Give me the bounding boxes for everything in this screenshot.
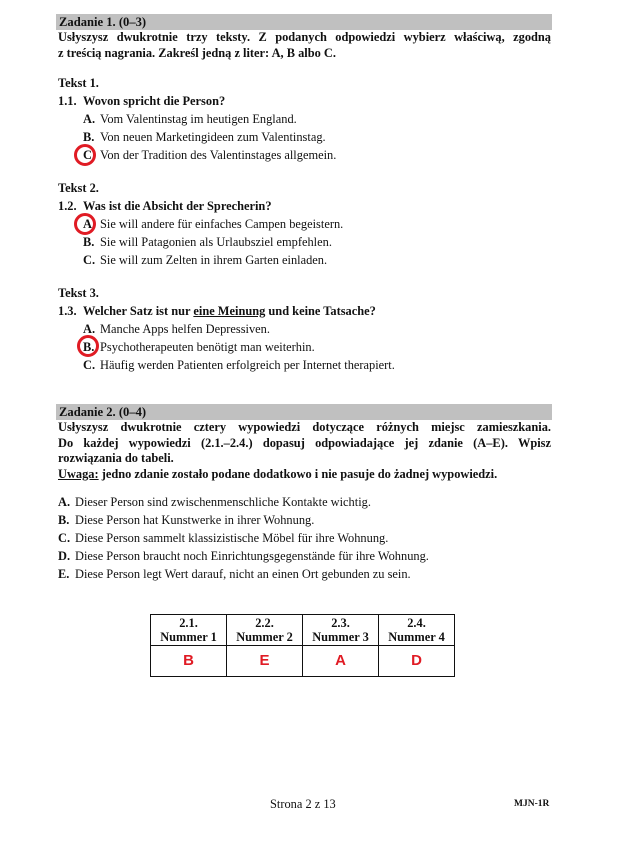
task1-instruction-line: z treścią nagrania. Zakreśl jedną z liter: A, B albo C.: [58, 45, 336, 60]
task2-instruction-line: rozwiązania do tabeli.: [58, 451, 174, 465]
exam-code: MJN-1R: [514, 799, 550, 809]
task1-instruction-line: Usłyszysz dwukrotnie trzy teksty. Z podanych odpowiedzi wybierz właściwą, zgodną: [58, 30, 551, 44]
question-1-3: [58, 303, 376, 319]
statement-e: [58, 566, 411, 582]
header-cell-2-4: [379, 615, 455, 646]
option-1-2-b[interactable]: [83, 234, 332, 250]
statement-c: [58, 530, 388, 546]
statement-letter: B.: [58, 513, 70, 527]
option-text: Von der Tradition des Valentinstages allgemein.: [100, 148, 337, 162]
answer-cell-2-2[interactable]: E: [227, 646, 303, 677]
statement-d: [58, 548, 429, 564]
question-number: 1.2.: [58, 199, 77, 213]
statement-text: Diese Person legt Wert darauf, nicht an einen Ort gebunden zu sein.: [75, 567, 411, 581]
question-text: Wovon spricht die Person?: [83, 94, 226, 108]
answer-cell-2-3[interactable]: A: [303, 646, 379, 677]
question-1-2: [58, 198, 272, 214]
question-number: 1.3.: [58, 304, 77, 318]
option-text: Von neuen Marketingideen zum Valentinstag.: [100, 130, 326, 144]
answer-circle-1-2: [74, 213, 96, 235]
answer-cell-2-4[interactable]: D: [379, 646, 455, 677]
answer-table: [150, 614, 455, 677]
statement-letter: D.: [58, 549, 71, 563]
statement-letter: C.: [58, 531, 71, 545]
option-1-2-c[interactable]: [83, 252, 327, 268]
answer-circle-1-3: [77, 335, 99, 357]
statement-text: Diese Person hat Kunstwerke in ihrer Wohnung.: [75, 513, 315, 527]
page-number: Strona 2 z 13: [270, 797, 336, 811]
option-1-1-b[interactable]: [83, 129, 326, 145]
cell-number: 2.4.: [407, 616, 426, 630]
note-text: jedno zdanie zostało podane dodatkowo i nie pasuje do żadnej wypowiedzi.: [98, 466, 498, 481]
task2-instruction-line: Do każdej wypowiedzi (2.1.–2.4.) dopasuj odpowiadające jej zdanie (A–E). Wpisz: [58, 435, 551, 450]
answer-table-header-row: [151, 615, 455, 646]
option-1-3-a[interactable]: [83, 321, 270, 337]
cell-label: Nummer 1: [160, 630, 217, 644]
option-text: Manche Apps helfen Depressiven.: [100, 322, 270, 336]
option-letter: B.: [83, 340, 95, 354]
option-text: Vom Valentinstag im heutigen England.: [100, 112, 297, 126]
question-text-underlined: eine Meinung: [193, 304, 266, 318]
option-1-1-a[interactable]: [83, 111, 297, 127]
question-1-1: [58, 93, 225, 109]
option-text: Sie will zum Zelten in ihrem Garten einladen.: [100, 253, 328, 267]
statement-text: Diese Person braucht noch Einrichtungsgegenstände für ihre Wohnung.: [75, 549, 429, 563]
statement-letter: A.: [58, 495, 71, 509]
option-letter: B.: [83, 130, 95, 144]
option-text: Häufig werden Patienten erfolgreich per Internet therapiert.: [100, 358, 395, 372]
answer-cell-2-1[interactable]: B: [151, 646, 227, 677]
task2-instruction-line: Usłyszysz dwukrotnie cztery wypowiedzi dotyczące różnych miejsc zamieszkania.: [58, 420, 551, 434]
header-cell-2-2: [227, 615, 303, 646]
task2-note: [58, 467, 551, 483]
question-text-post: und keine Tatsache?: [265, 304, 376, 318]
option-letter: A.: [83, 217, 96, 231]
answer-table-row: [151, 646, 455, 677]
statement-letter: E.: [58, 567, 70, 581]
cell-label: Nummer 3: [312, 630, 369, 644]
header-cell-2-1: [151, 615, 227, 646]
cell-label: Nummer 4: [388, 630, 445, 644]
question-number: 1.1.: [58, 94, 77, 108]
option-letter: A.: [83, 112, 96, 126]
cell-number: 2.2.: [255, 616, 274, 630]
cell-number: 2.3.: [331, 616, 350, 630]
statement-text: Dieser Person sind zwischenmenschliche Kontakte wichtig.: [75, 495, 371, 509]
option-text: Sie will andere für einfaches Campen begeistern.: [100, 217, 344, 231]
option-1-2-a[interactable]: [83, 216, 343, 232]
task2-header: Zadanie 2. (0–4): [56, 404, 552, 420]
task2-instruction: [58, 420, 551, 482]
task1-header: Zadanie 1. (0–3): [56, 14, 552, 30]
statement-text: Diese Person sammelt klassizistische Möbel für ihre Wohnung.: [75, 531, 389, 545]
option-1-3-c[interactable]: [83, 357, 395, 373]
cell-label: Nummer 2: [236, 630, 293, 644]
option-1-3-b[interactable]: [83, 339, 315, 355]
option-letter: C.: [83, 148, 96, 162]
option-1-1-c[interactable]: [83, 147, 336, 163]
note-label: Uwaga:: [58, 466, 99, 481]
option-text: Psychotherapeuten benötigt man weiterhin.: [100, 340, 315, 354]
statement-b: [58, 512, 314, 528]
text1-label: Tekst 1.: [58, 76, 99, 90]
option-letter: B.: [83, 235, 95, 249]
question-text-pre: Welcher Satz ist nur: [83, 304, 194, 318]
option-letter: A.: [83, 322, 96, 336]
text3-label: Tekst 3.: [58, 286, 99, 300]
option-text: Sie will Patagonien als Urlaubsziel empfehlen.: [100, 235, 332, 249]
header-cell-2-3: [303, 615, 379, 646]
option-letter: C.: [83, 358, 96, 372]
task1-instruction: [58, 30, 551, 61]
question-text: Was ist die Absicht der Sprecherin?: [83, 199, 272, 213]
statement-a: [58, 494, 371, 510]
option-letter: C.: [83, 253, 96, 267]
text2-label: Tekst 2.: [58, 181, 99, 195]
answer-circle-1-1: [74, 144, 96, 166]
cell-number: 2.1.: [179, 616, 198, 630]
